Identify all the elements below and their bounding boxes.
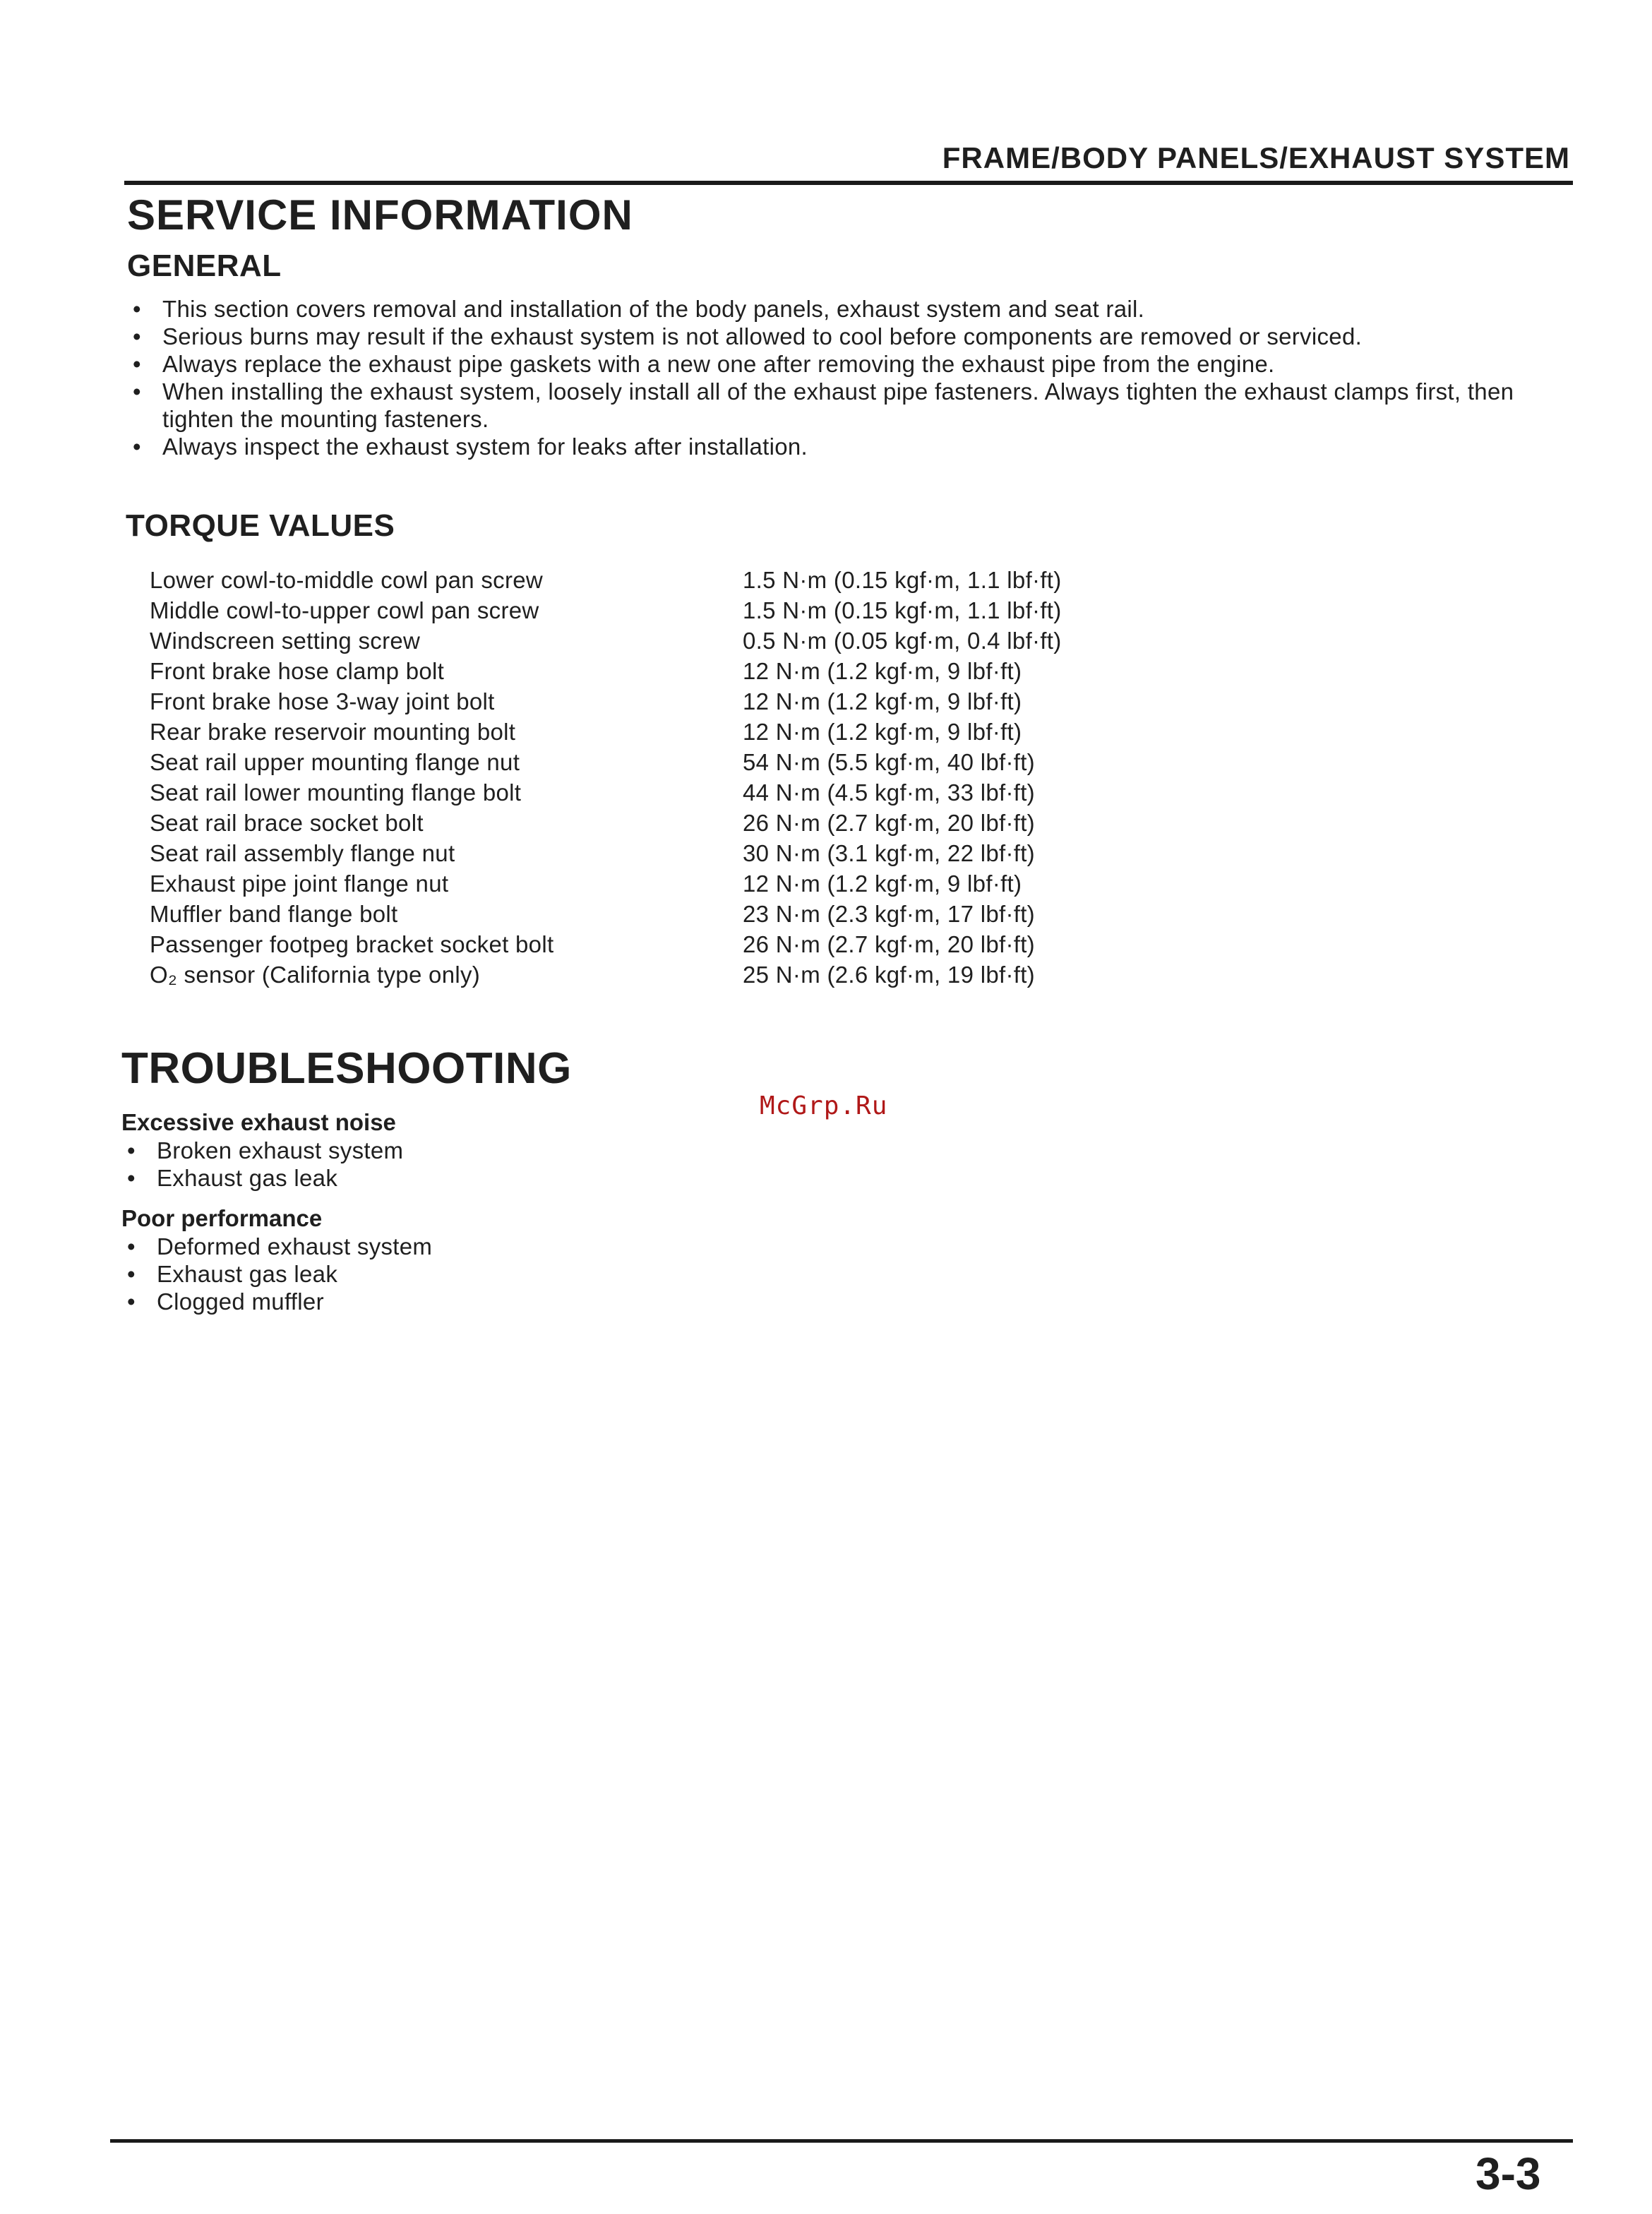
bullet-icon: •: [133, 378, 141, 405]
general-bullet: [127, 295, 1581, 323]
general-bullet: [127, 350, 1581, 378]
bullet-icon: •: [133, 296, 141, 322]
torque-item: O₂ sensor (California type only): [150, 962, 481, 988]
torque-row: [150, 595, 1138, 626]
bullet-icon: •: [133, 433, 141, 460]
torque-item: Middle cowl-to-upper cowl pan screw: [150, 597, 539, 623]
bullet-icon: •: [127, 1165, 136, 1191]
bullet-icon: •: [127, 1261, 136, 1287]
torque-item: Muffler band flange bolt: [150, 901, 398, 927]
torque-value: 26 N·m (2.7 kgf·m, 20 lbf·ft): [743, 810, 1035, 836]
troubleshooting-group: [121, 1108, 403, 1192]
header-rule: [124, 181, 1573, 185]
torque-value: 30 N·m (3.1 kgf·m, 22 lbf·ft): [743, 840, 1035, 866]
general-heading: GENERAL: [127, 249, 282, 283]
bullet-icon: •: [127, 1288, 136, 1315]
torque-row: [150, 838, 1138, 868]
general-bullet: [127, 433, 1581, 460]
cause-text: Exhaust gas leak: [157, 1261, 338, 1287]
torque-item: Front brake hose clamp bolt: [150, 658, 445, 684]
torque-row: [150, 808, 1138, 838]
troubleshooting-group: [121, 1204, 432, 1315]
torque-item: Seat rail upper mounting flange nut: [150, 749, 520, 775]
cause-item: [121, 1137, 403, 1164]
torque-item: Windscreen setting screw: [150, 628, 421, 654]
watermark-text: McGrp.Ru: [760, 1091, 888, 1120]
torque-row: [150, 565, 1138, 595]
cause-list: [121, 1233, 432, 1315]
troubleshooting-title: TROUBLESHOOTING: [121, 1044, 572, 1093]
torque-row: [150, 868, 1138, 899]
symptom-heading: Poor performance: [121, 1205, 323, 1231]
cause-item: [121, 1233, 432, 1260]
torque-row: [150, 656, 1138, 686]
torque-row: [150, 777, 1138, 808]
cause-item: [121, 1260, 432, 1288]
torque-item: Seat rail assembly flange nut: [150, 840, 455, 866]
footer-rule: [110, 2139, 1573, 2143]
torque-item: Seat rail brace socket bolt: [150, 810, 424, 836]
bullet-icon: •: [127, 1137, 136, 1163]
torque-value: 12 N·m (1.2 kgf·m, 9 lbf·ft): [743, 870, 1022, 897]
torque-value: 1.5 N·m (0.15 kgf·m, 1.1 lbf·ft): [743, 597, 1062, 623]
symptom-heading: Excessive exhaust noise: [121, 1109, 396, 1135]
cause-text: Exhaust gas leak: [157, 1165, 338, 1191]
torque-item: Lower cowl-to-middle cowl pan screw: [150, 567, 544, 593]
bullet-icon: •: [133, 323, 141, 349]
torque-value: 1.5 N·m (0.15 kgf·m, 1.1 lbf·ft): [743, 567, 1062, 593]
cause-text: Clogged muffler: [157, 1288, 324, 1315]
torque-item: Seat rail lower mounting flange bolt: [150, 779, 522, 806]
torque-item: Exhaust pipe joint flange nut: [150, 870, 449, 897]
torque-value: 54 N·m (5.5 kgf·m, 40 lbf·ft): [743, 749, 1035, 775]
general-bullet: [127, 323, 1581, 350]
cause-item: [121, 1288, 432, 1315]
torque-value: 44 N·m (4.5 kgf·m, 33 lbf·ft): [743, 779, 1035, 806]
torque-value: 0.5 N·m (0.05 kgf·m, 0.4 lbf·ft): [743, 628, 1062, 654]
torque-row: [150, 626, 1138, 656]
cause-text: Deformed exhaust system: [157, 1233, 433, 1259]
torque-item: Rear brake reservoir mounting bolt: [150, 719, 516, 745]
general-bullet-text: Always inspect the exhaust system for leaks after installation.: [162, 433, 808, 460]
page-number: 3-3: [1476, 2148, 1541, 2199]
torque-value: 12 N·m (1.2 kgf·m, 9 lbf·ft): [743, 688, 1022, 714]
torque-values-heading: TORQUE VALUES: [126, 508, 395, 543]
torque-row: [150, 899, 1138, 929]
torque-value: 25 N·m (2.6 kgf·m, 19 lbf·ft): [743, 962, 1035, 988]
general-bullet-text: When installing the exhaust system, loosely install all of the exhaust pipe fasteners. Always tighten the exhaust clamps first, then tighten the mounting fasteners.: [162, 378, 1514, 432]
general-bullet-text: Serious burns may result if the exhaust system is not allowed to cool before components are removed or serviced.: [162, 323, 1363, 349]
torque-item: Front brake hose 3-way joint bolt: [150, 688, 495, 714]
torque-row: [150, 686, 1138, 717]
torque-row: [150, 959, 1138, 990]
torque-row: [150, 717, 1138, 747]
section-title: SERVICE INFORMATION: [127, 191, 633, 239]
torque-value: 26 N·m (2.7 kgf·m, 20 lbf·ft): [743, 931, 1035, 957]
general-bullet-text: This section covers removal and installation of the body panels, exhaust system and seat rail.: [162, 296, 1145, 322]
bullet-icon: •: [133, 351, 141, 377]
cause-list: [121, 1137, 403, 1192]
bullet-icon: •: [127, 1233, 136, 1259]
torque-item: Passenger footpeg bracket socket bolt: [150, 931, 554, 957]
running-header: FRAME/BODY PANELS/EXHAUST SYSTEM: [942, 141, 1570, 174]
torque-values-table: [150, 565, 1138, 990]
cause-item: [121, 1164, 403, 1192]
general-bullet-text: Always replace the exhaust pipe gaskets with a new one after removing the exhaust pipe from the engine.: [162, 351, 1275, 377]
torque-value: 23 N·m (2.3 kgf·m, 17 lbf·ft): [743, 901, 1035, 927]
torque-row: [150, 747, 1138, 777]
general-bullet-list: [127, 295, 1581, 460]
torque-row: [150, 929, 1138, 959]
cause-text: Broken exhaust system: [157, 1137, 404, 1163]
torque-value: 12 N·m (1.2 kgf·m, 9 lbf·ft): [743, 658, 1022, 684]
general-bullet: [127, 378, 1581, 433]
torque-value: 12 N·m (1.2 kgf·m, 9 lbf·ft): [743, 719, 1022, 745]
